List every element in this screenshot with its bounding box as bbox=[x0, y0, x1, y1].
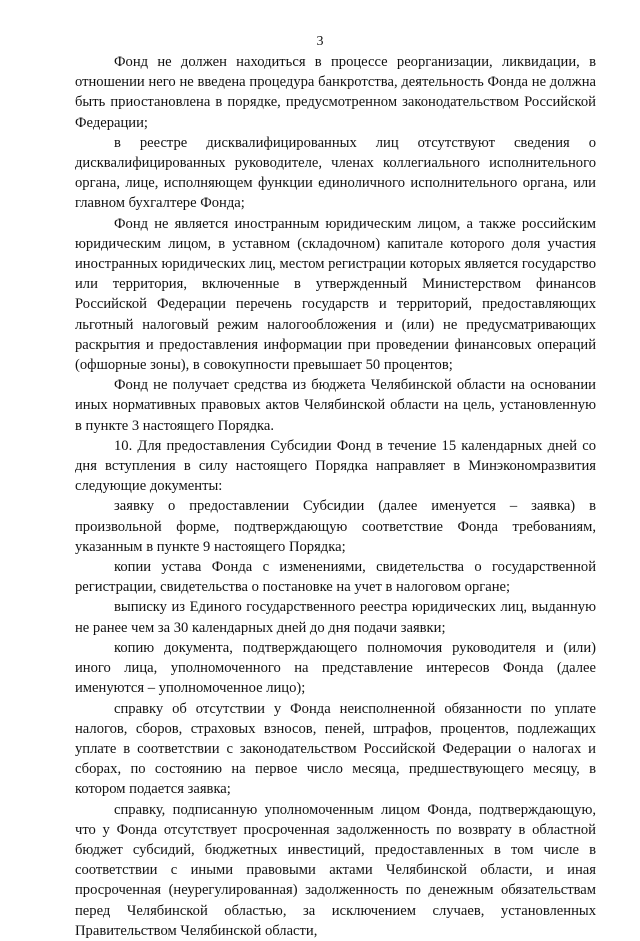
document-body bbox=[75, 52, 596, 941]
paragraph-tax-certificate: справку об отсутствии у Фонда неисполненной обязанности по уплате налогов, сборов, страховых взносов, пеней, штрафов, процентов, подлежащих уплате в соответствии с законодательством Российской Федерации о налогах и сборах, по состоянию на первое число месяца, предшествующего месяцу, в котором подается заявка; bbox=[75, 700, 596, 798]
paragraph-no-reorganization: Фонд не должен находиться в процессе реорганизации, ликвидации, в отношении него не введена процедура банкротства, деятельность Фонда не должна быть приостановлена в порядке, предусмотренном законодательством Российской Федерации; bbox=[75, 54, 596, 131]
paragraph-not-foreign-entity: Фонд не является иностранным юридическим лицом, а также российским юридическим лицом, в уставном (складочном) капитале которого доля участия иностранных юридических лиц, местом регистрации которых является государство или территория, включенные в утвержденный Министерством финансов Российской Федерации перечень государств и территорий, предоставляющих льготный налоговый режим налогообложения и (или) не предусматривающих раскрытия и предоставления информации при проведении финансовых операций (офшорные зоны), в совокупности превышает 50 процентов; bbox=[75, 215, 596, 374]
paragraph-debt-certificate: справку, подписанную уполномоченным лицом Фонда, подтверждающую, что у Фонда отсутствует просроченная задолженность по возврату в областной бюджет субсидий, бюджетных инвестиций, предоставленных в том числе в соответствии с иными правовыми актами Челябинской области, и иная просроченная (неурегулированная) задолженность по денежным обязательствам перед Челябинской областью, за исключением случаев, установленных Правительством Челябинской области, bbox=[75, 801, 596, 939]
paragraph-item-10: 10. Для предоставления Субсидии Фонд в течение 15 календарных дней со дня вступления в силу настоящего Порядка направляет в Минэкономразвития следующие документы: bbox=[75, 437, 596, 495]
paragraph-authority-document: копию документа, подтверждающего полномочия руководителя и (или) иного лица, уполномоченного на представление интересов Фонда (далее именуются – уполномоченное лицо); bbox=[75, 639, 596, 697]
paragraph-registry-extract: выписку из Единого государственного реестра юридических лиц, выданную не ранее чем за 30 календарных дней до дня подачи заявки; bbox=[75, 599, 596, 636]
page-number: 3 bbox=[316, 34, 324, 49]
paragraph-charter-copies: копии устава Фонда с изменениями, свидетельства о государственной регистрации, свидетельства о постановке на учет в налоговом органе; bbox=[75, 559, 596, 596]
paragraph-application: заявку о предоставлении Субсидии (далее именуется – заявка) в произвольной форме, подтверждающую соответствие Фонда требованиям, указанным в пункте 9 настоящего Порядка; bbox=[75, 498, 596, 555]
paragraph-no-other-funding: Фонд не получает средства из бюджета Челябинской области на основании иных нормативных правовых актов Челябинской области на цель, установленную в пункте 3 настоящего Порядка. bbox=[75, 377, 596, 434]
paragraph-disqualified-persons: в реестре дисквалифицированных лиц отсутствуют сведения о дисквалифицированных руководителе, членах коллегиального исполнительного органа, лице, исполняющем функции единоличного исполнительного органа, или главном бухгалтере Фонда; bbox=[75, 134, 596, 212]
